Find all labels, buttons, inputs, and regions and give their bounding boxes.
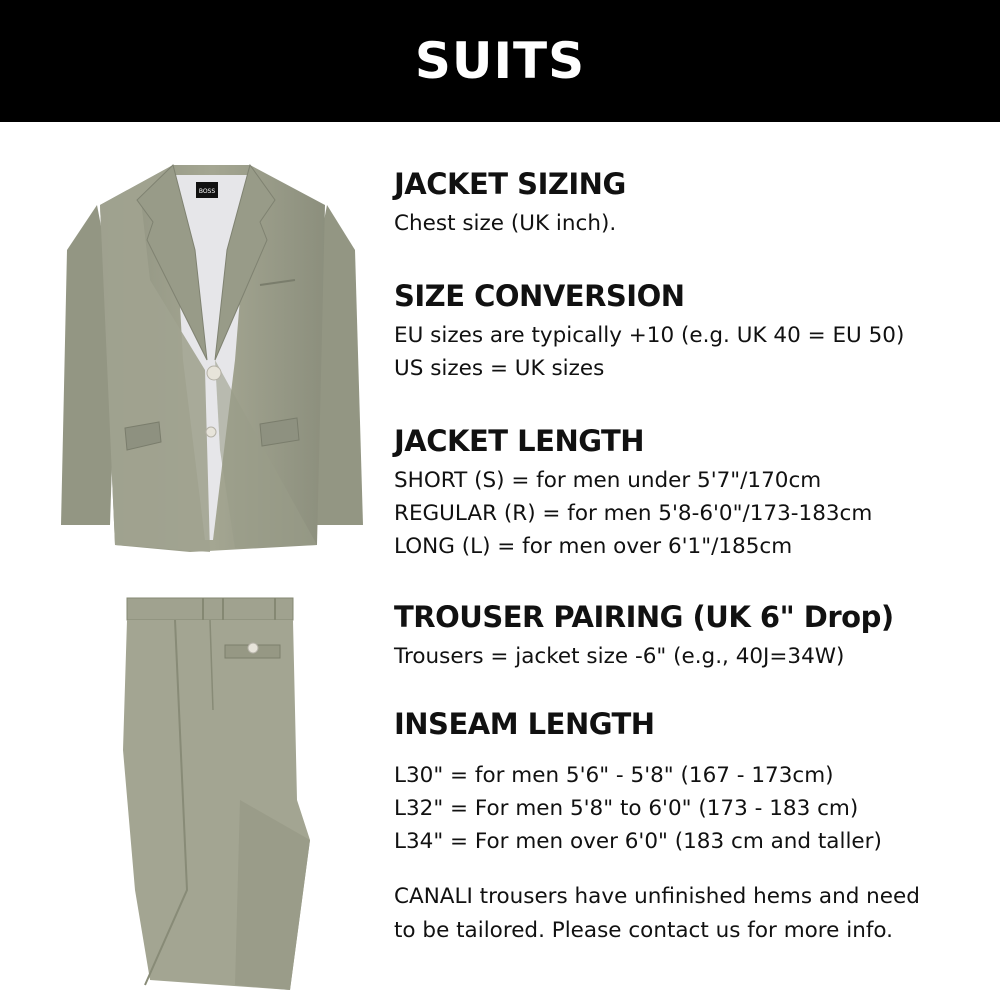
jacket-length-line: SHORT (S) = for men under 5'7"/170cm (394, 468, 822, 494)
trouser-pairing-section (394, 601, 994, 673)
trouser-pairing-line: Trousers = jacket size -6" (e.g., 40J=34W) (394, 644, 845, 670)
inseam-length-line: L34" = For men over 6'0" (183 cm and taller) (394, 829, 882, 855)
jacket-sizing-line: Chest size (UK inch). (394, 211, 617, 237)
jacket-length-line: LONG (L) = for men over 6'1"/185cm (394, 534, 793, 560)
jacket-image (55, 160, 370, 560)
trouser-pairing-heading: TROUSER PAIRING (UK 6" Drop) (394, 600, 894, 634)
inseam-length-heading: INSEAM LENGTH (394, 707, 655, 741)
page-header (0, 0, 1000, 122)
inseam-length-line: L30" = for men 5'6" - 5'8" (167 - 173cm) (394, 763, 834, 789)
jacket-length-heading: JACKET LENGTH (394, 424, 645, 458)
trousers-image (115, 590, 315, 990)
size-conversion-line: EU sizes are typically +10 (e.g. UK 40 = EU 50) (394, 323, 905, 349)
jacket-sizing-heading: JACKET SIZING (394, 167, 626, 201)
inseam-length-line: L32" = For men 5'8" to 6'0" (173 - 183 cm) (394, 796, 859, 822)
size-conversion-line: US sizes = UK sizes (394, 356, 605, 382)
jacket-length-line: REGULAR (R) = for men 5'8-6'0"/173-183cm (394, 501, 873, 527)
inseam-length-section (394, 708, 994, 858)
jacket-brand-label: BOSS (198, 188, 216, 195)
size-conversion-heading: SIZE CONVERSION (394, 279, 685, 313)
tailoring-note (394, 880, 994, 948)
jacket-length-section (394, 425, 994, 563)
tailoring-note-line: CANALI trousers have unfinished hems and need (394, 884, 920, 909)
page-title: SUITS (414, 32, 586, 90)
size-conversion-section (394, 280, 994, 385)
tailoring-note-line: to be tailored. Please contact us for more info. (394, 918, 894, 943)
jacket-sizing-section (394, 168, 994, 240)
